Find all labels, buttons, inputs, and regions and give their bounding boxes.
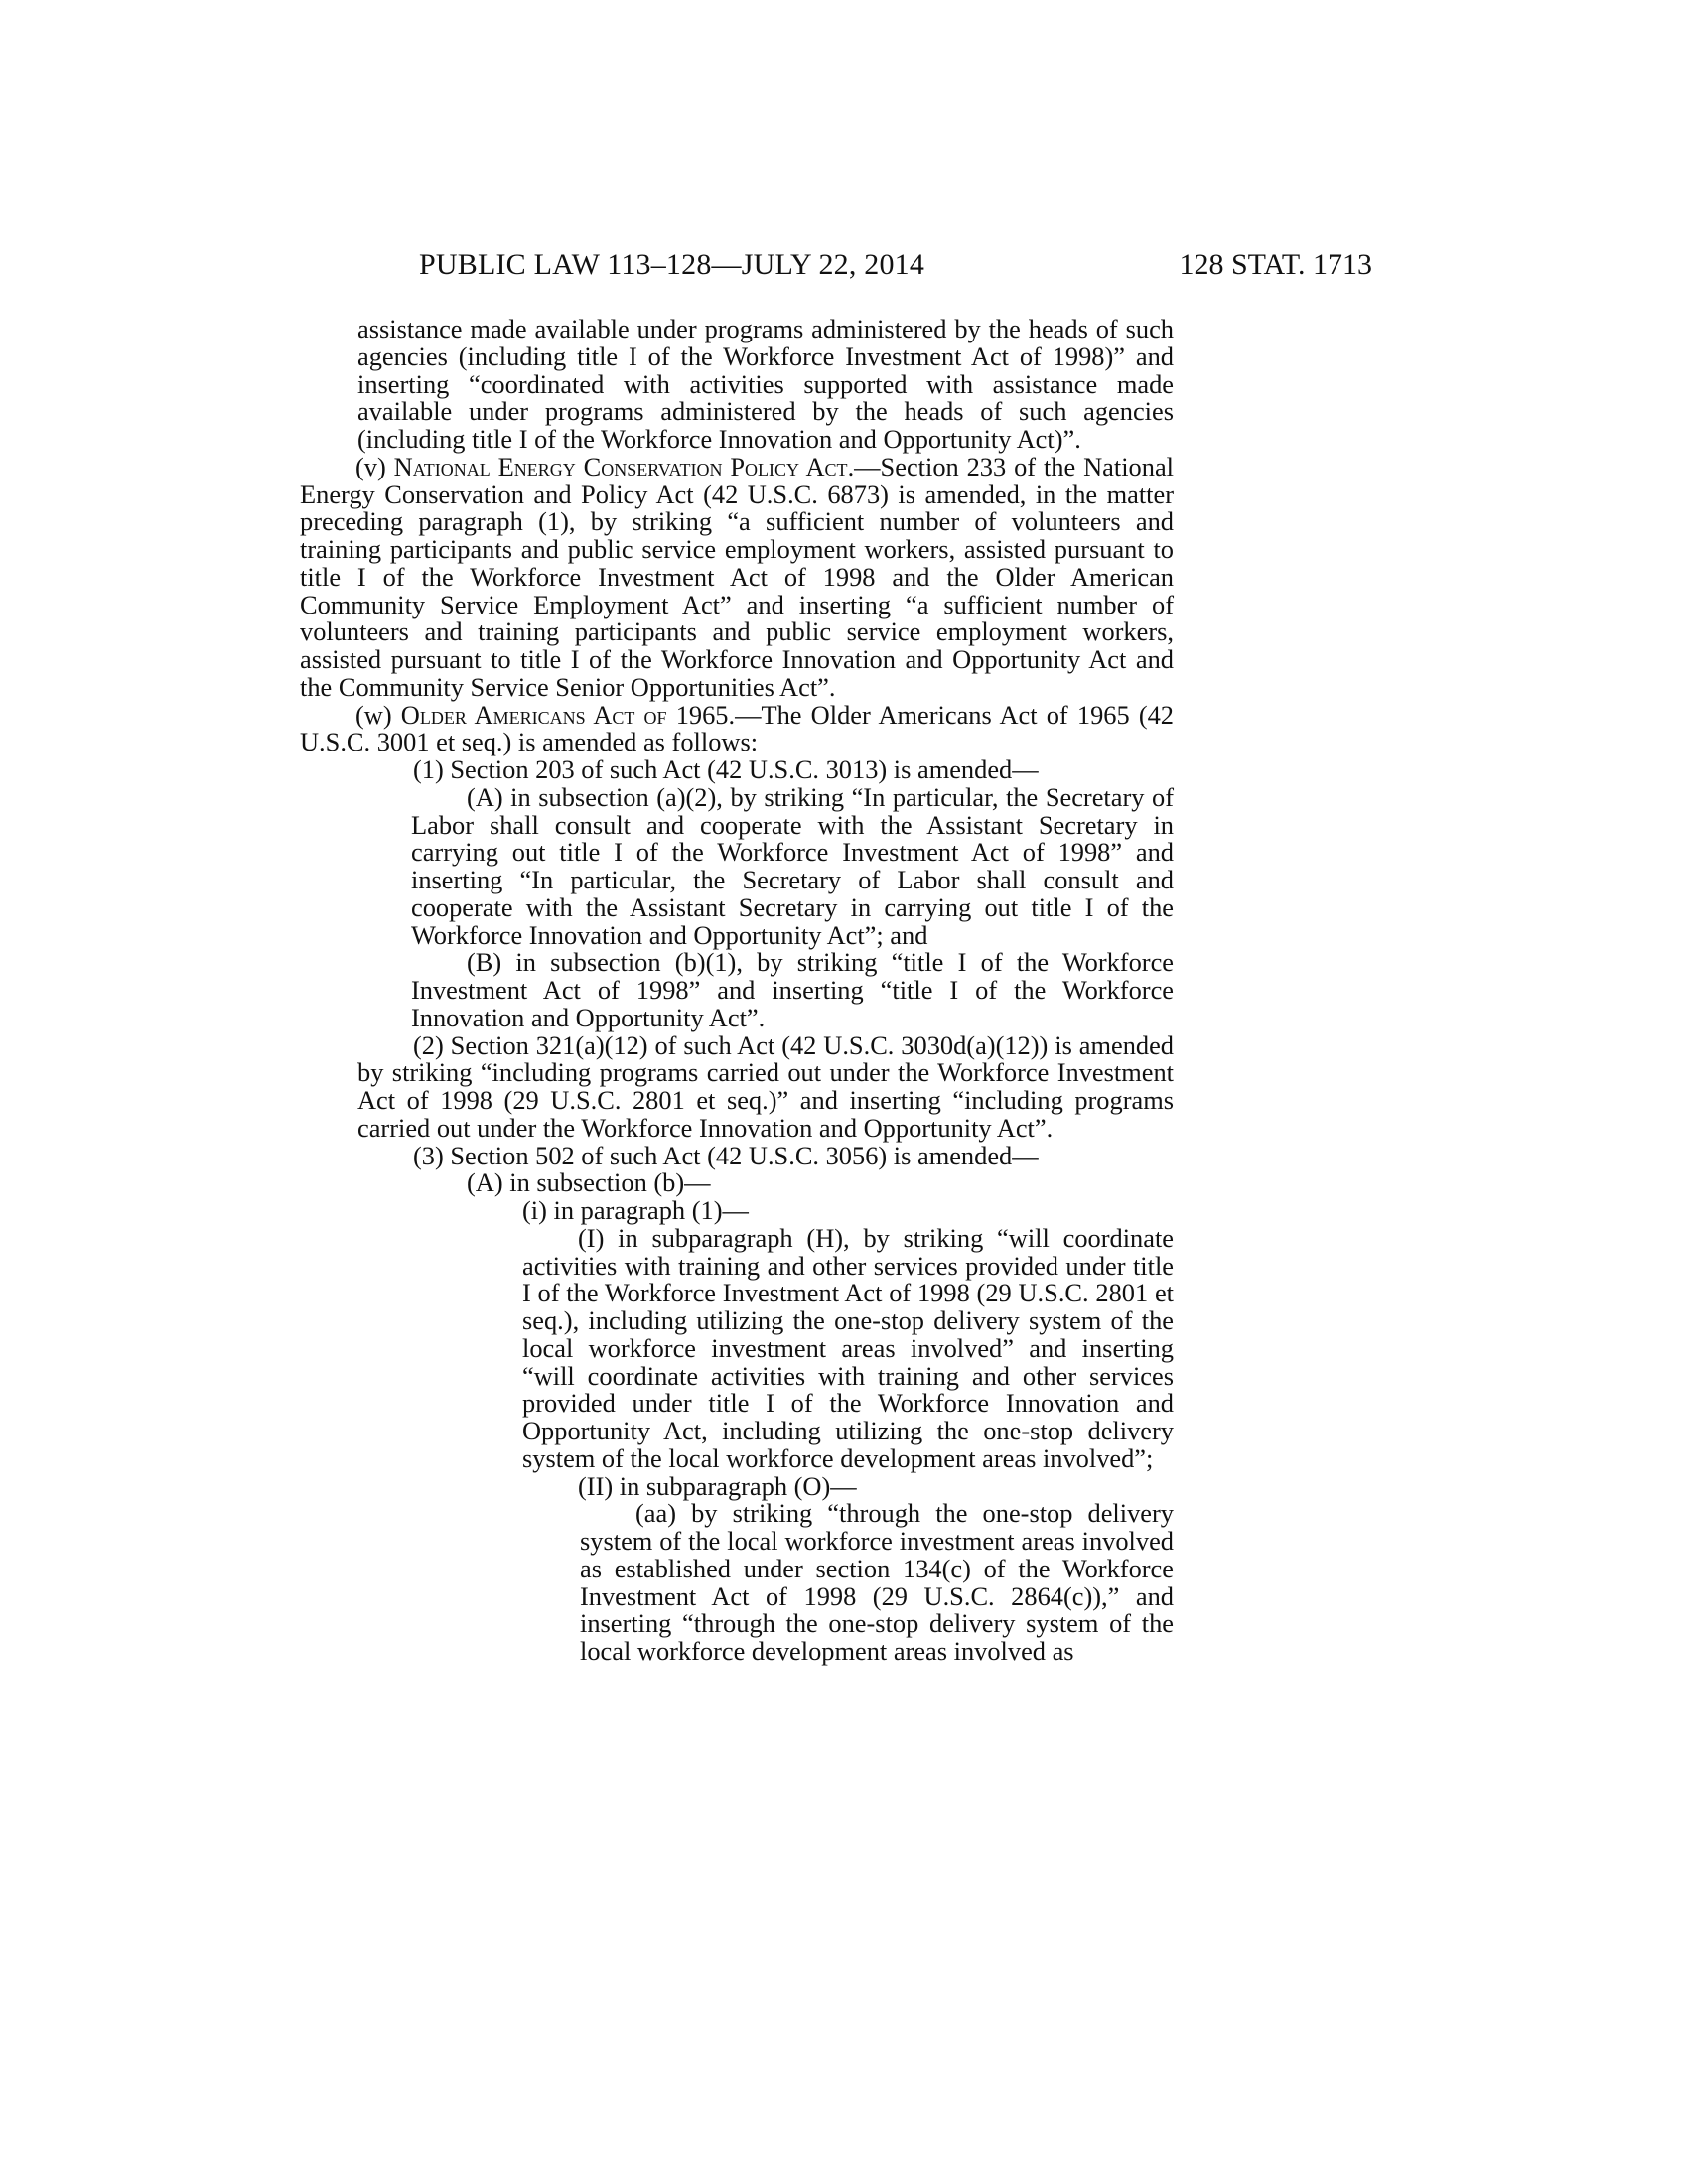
statute-page-number: 128 STAT. 1713 [1179,248,1372,281]
paragraph-502-a-i-I: (I) in subparagraph (H), by striking “will coordinate activities with training and other services provided under title I of the Workforce Investment Act of 1998 (29 U.S.C. 2801 et seq.), including utilizing the one-stop delivery system of the local workforce investment areas involved” and inserting “will coordinate activities with training and other services provided under title I of the Workforce Innovation and Opportunity Act, including utilizing the one-stop delivery system of the local workforce development areas involved”; [522,1222,1174,1473]
page-body [300,316,1174,1666]
paragraph-continuation: assistance made available under programs administered by the heads of such agencies (including title I of the Workforce Investment Act of 1998)” and inserting “coordinated with activities supported with assistance made available under programs administered by the heads of such agencies (including title I of the Workforce Innovation and Opportunity Act)”. [357,314,1174,454]
paragraph-502-a: (A) in subsection (b)— [467,1167,711,1198]
paragraph-section-321: (2) Section 321(a)(12) of such Act (42 U.S.C. 3030d(a)(12)) is amended by striking “including programs carried out under the Workforce Investment Act of 1998 (29 U.S.C. 2801 et seq.)” and inserting “including programs carried out under the Workforce Innovation and Opportunity Act”. [357,1029,1174,1143]
paragraph-v-energy-conservation: (v) National Energy Conservation Policy Act.—Section 233 of the National Energy Conservation and Policy Act (42 U.S.C. 6873) is amended, in the matter preceding paragraph (1), by striking “a sufficient number of volunteers and training participants and public service employment workers, assisted pursuant to title I of the Workforce Investment Act of 1998 and the Older American Community Service Employment Act” and inserting “a sufficient number of volunteers and training participants and public service employment workers, assisted pursuant to title I of the Workforce Innovation and Opportunity Act and the Community Service Senior Opportunities Act”. [300,451,1174,702]
paragraph-section-502: (3) Section 502 of such Act (42 U.S.C. 3056) is amended— [413,1140,1039,1170]
paragraph-section-203: (1) Section 203 of such Act (42 U.S.C. 3013) is amended— [413,754,1039,784]
paragraph-203-b: (B) in subsection (b)(1), by striking “title I of the Workforce Investment Act of 1998” and inserting “title I of the Workforce Innovation and Opportunity Act”. [411,947,1174,1032]
paragraph-502-a-i: (i) in paragraph (1)— [522,1195,749,1225]
paragraph-203-a: (A) in subsection (a)(2), by striking “In particular, the Secretary of Labor shall consult and cooperate with the Assistant Secretary in carrying out title I of the Workforce Investment Act of 1998” and inserting “In particular, the Secretary of Labor shall consult and cooperate with the Assistant Secretary in carrying out title I of the Workforce Innovation and Opportunity Act”; and [411,781,1174,950]
paragraph-w-older-americans-act: (w) Older Americans Act of 1965.—The Older Americans Act of 1965 (42 U.S.C. 3001 et seq.) is amended as follows: [300,699,1174,757]
page-header-title: PUBLIC LAW 113–128—JULY 22, 2014 [419,248,925,281]
paragraph-502-a-i-II-aa: (aa) by striking “through the one-stop delivery system of the local workforce investment areas involved as established under section 134(c) of the Workforce Investment Act of 1998 (29 U.S.C. 2864(c)),” and inserting “through the one-stop delivery system of the local workforce development areas involved as [580,1498,1174,1666]
paragraph-502-a-i-II: (II) in subparagraph (O)— [578,1470,857,1501]
